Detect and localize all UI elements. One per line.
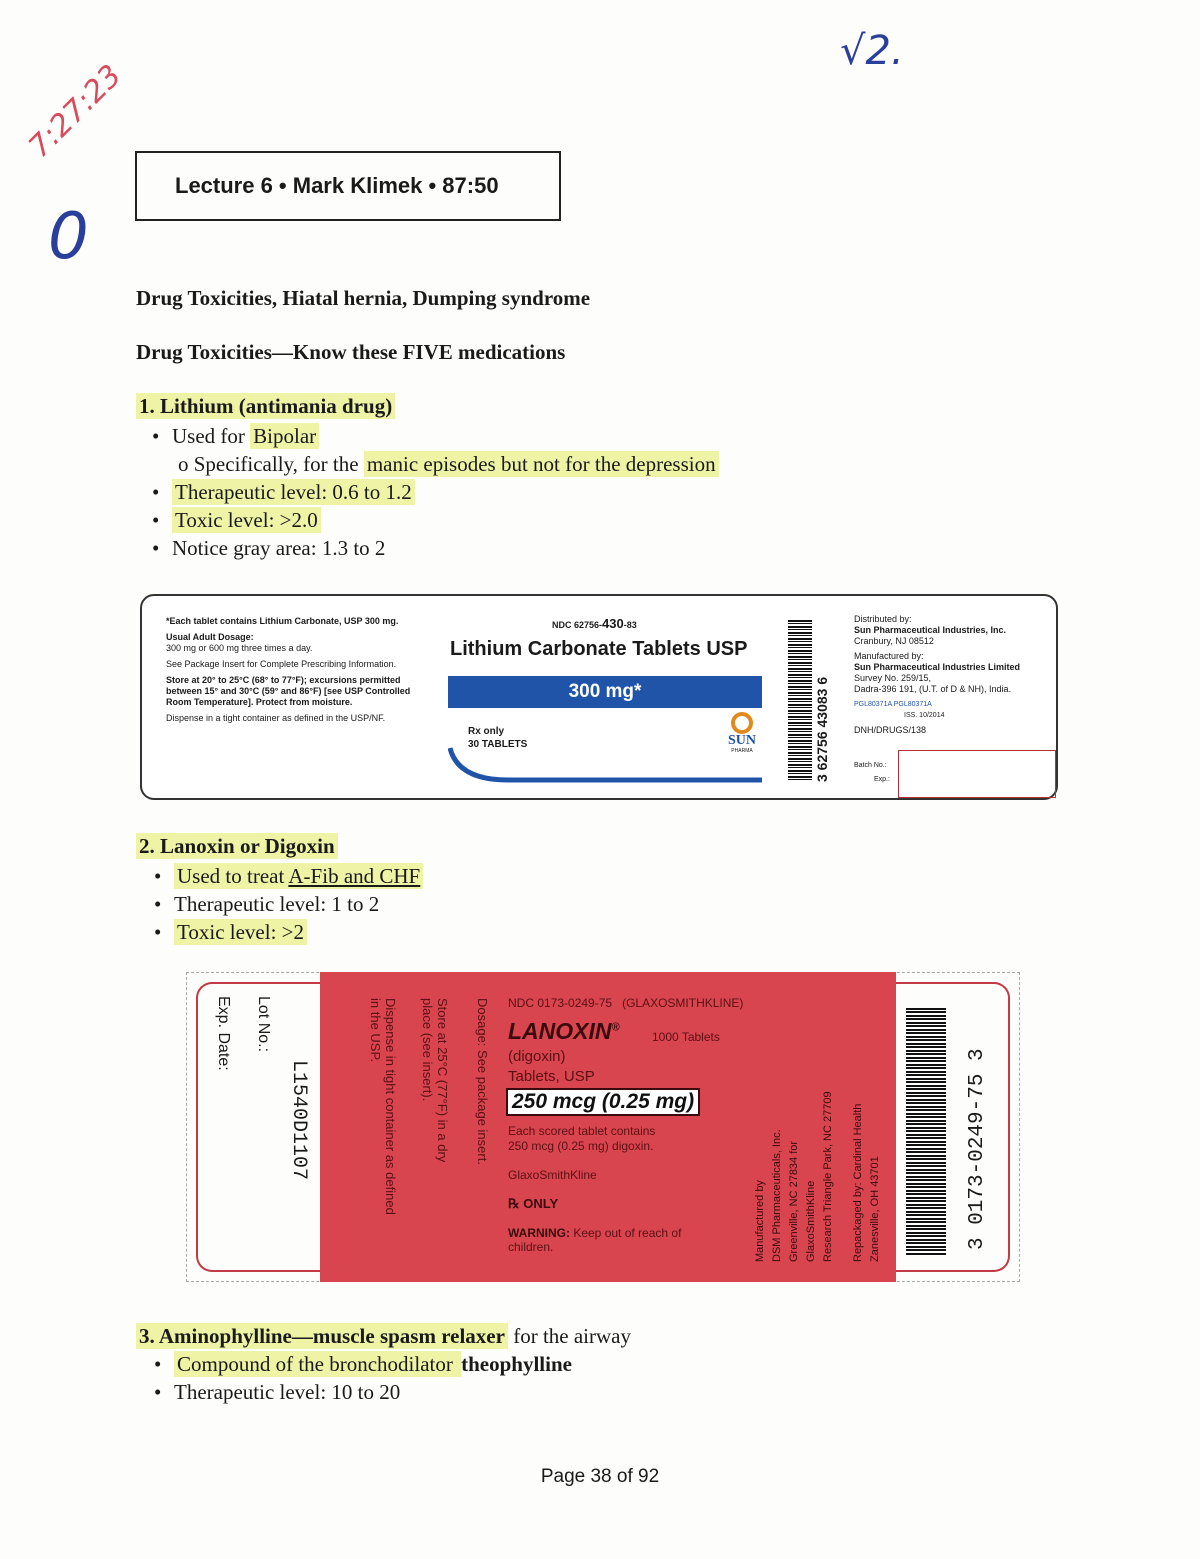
lithium-ndc: NDC 62756-430-83 (552, 616, 637, 631)
list-item: • Toxic level: >2.0 (150, 506, 719, 534)
lithium-exp-label: Exp.: (874, 776, 890, 783)
lithium-batch-box (898, 750, 1056, 798)
list-item: • Used to treat A-Fib and CHF (152, 862, 423, 890)
subheading: Drug Toxicities—Know these FIVE medications (136, 340, 566, 364)
list-item: • Used for Bipolar (150, 422, 719, 450)
list-item: • Therapeutic level: 0.6 to 1.2 (150, 478, 719, 506)
sun-logo-icon (731, 712, 753, 734)
aminophylline-bullets (152, 1350, 572, 1406)
lanoxin-dispense: Dispense in tight container as defined in the USP. (368, 998, 398, 1215)
lithium-distributor-info: Distributed by: Sun Pharmaceutical Industries, Inc. Cranbury, NJ 08512 Manufactured by: Sun Pharmaceutical Industries Limited Survey No. 259/15, Dadra-396 191, (U.T. of D & NH), India. PGL80371A PGL80371A ISS. 10/2014 DNH/DRUGS/138 (854, 614, 1021, 735)
lanoxin-barcode-number: 3 0173-0249-75 3 (966, 1048, 989, 1250)
lanoxin-manufacturer: Manufactured by DSM Pharmaceuticals, Inc. Greenville, NC 27834 for GlaxoSmithKline Research Triangle Park, NC 27709 (754, 1091, 834, 1262)
section-lithium-title: 1. Lithium (antimania drug) (136, 394, 395, 419)
lecture-title-box (135, 151, 561, 221)
lithium-product-name: Lithium Carbonate Tablets USP (450, 638, 748, 660)
lanoxin-store: Store at 25°C (77°F) in a dry place (see insert). (420, 998, 450, 1163)
lithium-batch-label: Batch No.: (854, 762, 887, 769)
lithium-barcode (788, 620, 812, 780)
section-lanoxin-title: 2. Lanoxin or Digoxin (136, 834, 338, 859)
lanoxin-strength-box: 250 mcg (0.25 mg) (506, 1088, 700, 1116)
list-item: • Notice gray area: 1.3 to 2 (152, 536, 386, 560)
lithium-swoosh (448, 746, 768, 786)
list-item: o Specifically, for the manic episodes but not for the depression (150, 450, 719, 478)
lanoxin-brand-name: LANOXIN® (508, 1018, 620, 1044)
lanoxin-gsk: GlaxoSmithKline (508, 1168, 597, 1182)
lanoxin-count: 1000 Tablets (652, 1030, 720, 1044)
lithium-strength-banner: 300 mg* (448, 676, 762, 708)
lithium-barcode-number: 3 62756 43083 6 (814, 676, 830, 782)
handwritten-check: √2. (840, 28, 904, 74)
lithium-label-image (140, 594, 1058, 800)
lanoxin-generic: (digoxin) (508, 1048, 566, 1065)
list-item: • Toxic level: >2 (152, 918, 423, 946)
lanoxin-rx-only: ℞ ONLY (508, 1196, 559, 1211)
lithium-rx: Rx only (468, 726, 505, 737)
lanoxin-dosage: Dosage: See package insert. (475, 998, 490, 1165)
lithium-label-left-text: *Each tablet contains Lithium Carbonate, USP 300 mg. Usual Adult Dosage: 300 mg or 600 mg three times a day. See Package Insert for Complete Prescribing Information. Store at 20° to 25°C (68° to 77°F); excursions permitted between 15° and 30°C (59° and 86°F) [see USP Controlled Room Temperature]. Protect from moisture. Dispense in a tight container as defined in the USP/NF. (166, 616, 411, 723)
handwritten-score: 0 (48, 200, 89, 274)
lanoxin-repackager: Repackaged by: Cardinal Health Zanesville, OH 43701 (852, 1103, 881, 1262)
lanoxin-ndc: NDC 0173-0249-75 (GLAXOSMITHKLINE) (508, 996, 744, 1010)
list-item: • Therapeutic level: 1 to 2 (154, 892, 380, 916)
page-number: Page 38 of 92 (540, 1466, 660, 1487)
lanoxin-warning: WARNING: Keep out of reach of children. (508, 1226, 682, 1254)
lithium-count: 30 TABLETS (468, 739, 528, 750)
lanoxin-form: Tablets, USP (508, 1068, 595, 1085)
handwritten-time: 7:27:23 (22, 58, 129, 165)
lanoxin-exp-label: Exp. Date: (215, 996, 232, 1071)
lanoxin-lot-code: L1540D1107 (287, 1060, 310, 1181)
lecture-title: Lecture 6 • Mark Klimek • 87:50 (175, 173, 499, 198)
section-aminophylline-title: 3. Aminophylline—muscle spasm relaxer for the airway (136, 1324, 631, 1349)
list-item: • Compound of the bronchodilator theophylline (154, 1352, 572, 1376)
lithium-bullets (150, 422, 719, 562)
page-heading: Drug Toxicities, Hiatal hernia, Dumping syndrome (136, 286, 591, 310)
lanoxin-barcode (906, 1008, 946, 1256)
lanoxin-bullets (152, 862, 423, 946)
sun-pharma-logo: SUN PHARMA (722, 712, 762, 754)
lanoxin-each-tablet: Each scored tablet contains 250 mcg (0.25 mg) digoxin. (508, 1124, 656, 1153)
list-item: • Therapeutic level: 10 to 20 (154, 1380, 401, 1404)
lanoxin-lot-label: Lot No.: (255, 996, 272, 1053)
